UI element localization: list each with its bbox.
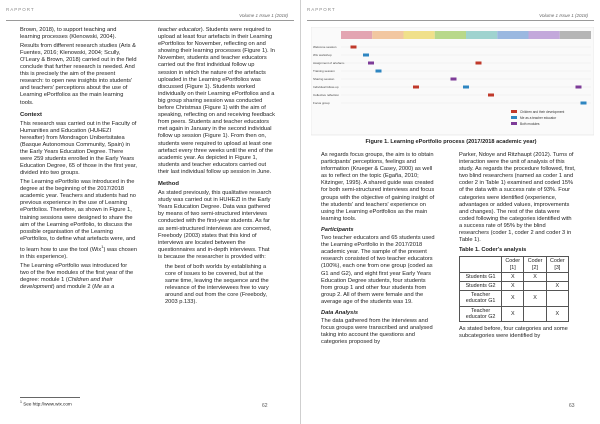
paragraph (20, 263, 137, 291)
section-heading-method: Method (158, 180, 179, 187)
table-cell: X (502, 272, 524, 281)
table-header-cell: Coder [2] (524, 257, 546, 272)
row-header: Students G1 (460, 272, 502, 281)
legend-label: Both modules (520, 122, 540, 126)
paragraph: Parker, Ndoye and Ritzhaupt (2012). Turns of interaction were the unit of analysis of this study. As regards the procedure followed, first, two blind researchers (named as coder 1 and coder 2 in Table 1) examined and coded 15% of the data with a success rate of 93%. Four categories were identified (experience, advantages or added values, improvements and changes). The rest of the data were coded following the categories identified with a success rate of 95% by the blind researchers (coder 1, coder 2 and coder 3 in Table 1). (459, 152, 576, 244)
paragraph (158, 27, 275, 176)
footnote-ref[interactable]: 1 (101, 243, 104, 249)
month-segment (466, 31, 497, 39)
paragraph: The data gathered from the interviews and focus groups were transcribed and analysed taking into account the questions and categories proposed by (321, 318, 433, 346)
legend-label: Me as a teacher educator (520, 116, 557, 120)
paragraph (20, 179, 137, 261)
table-cell (546, 272, 568, 281)
timeline-marker (351, 46, 357, 49)
legend-swatch (511, 116, 517, 119)
month-strip (341, 31, 591, 39)
table-header-cell (460, 257, 502, 272)
volume-label: Volume 1 Issue 1 (2018) (539, 13, 588, 18)
text-run: ) and module 2 ( (52, 283, 94, 290)
header-rule (6, 20, 294, 21)
paragraph: As stated before, four categories and some subcategories were identified by (459, 325, 568, 340)
paragraph: As regards focus groups, the aim is to obtain participants' perceptions, feelings and information (Krueger & Casey, 2000) as well as to reflect on the topic (Egaña, 2010; Kitzinger, 1995). A shared guide was created for both semi-structured interviews and focus groups with the objective of gaining insight of the students' and teachers' experience on using the Learning ePortfolios as the main learning tools. (321, 152, 435, 222)
row-header: Teacher educator G2 (460, 306, 502, 321)
table-cell: X (546, 306, 568, 321)
table-header-cell: Coder [1] (502, 257, 524, 272)
row-label: Collective reflection (313, 93, 340, 97)
text-run: The Learning ePortfolio was introduced for two of the five modules of the first year of the degree: module 1 ( (20, 262, 134, 283)
table-cell: X (502, 291, 524, 306)
row-label: Assignment of artefacts (313, 61, 345, 65)
table-row (460, 306, 569, 321)
section-heading-data-analysis: Data Analysis (321, 309, 359, 316)
month-segment (497, 31, 528, 39)
text-run: ) was chosen in this experience). (20, 246, 137, 260)
table-cell (524, 281, 546, 290)
page-number: 63 (569, 403, 575, 409)
section-heading-participants: Participants (321, 226, 354, 233)
footnote: $^1$ See http://www.wix.com (20, 400, 72, 407)
left-column-1 (20, 27, 137, 293)
figure-caption: Figure 1. Learning ePortfolio process (2017/2018 academic year) (365, 139, 537, 145)
timeline-marker (463, 86, 469, 89)
timeline-marker (581, 102, 587, 105)
footnote-link[interactable]: See http://www.wix.com (23, 401, 72, 407)
table-cell: X (502, 281, 524, 290)
table-row (460, 272, 569, 281)
page-number: 62 (262, 403, 268, 409)
paragraph: Results from different research studies (Aris & Fuentes, 2016; Klenowski, 2004; Scully, O'Leary & Brown, 2018) carried out in the field conclude that further research is needed. And this is precisely the aim of the present research: to open new insights into students' and teachers' perceptions about the use of Learning ePortfolios as the main learning tools. (20, 42, 137, 106)
figure-eportfolio-timeline (311, 27, 594, 145)
right-page (300, 0, 600, 424)
row-label: Focus group (313, 101, 330, 105)
table-cell: X (546, 281, 568, 290)
row-label: Welcome session (313, 45, 337, 49)
coders-table (459, 256, 569, 322)
module-name: teacher educator (158, 27, 201, 33)
legend-label: Children and their development (520, 110, 565, 114)
text-run: ). Students were required to upload at least four artefacts in their Learning ePortfolios for November, reflecting on and showing their learning processes (Figure 1). In November, students and teacher educators carried out the first individual follow up session in which the nature of the artefacts uploaded in the Learning ePortfolios was discussed (Figure 1). Students worked individually on their Learning ePortfolios and a big group sharing session was conducted before Christmas (Figure 1) with the aim of speaking, reflecting on and receiving feedback from peers. Students and teacher educators met again in January in the second individual follow up session (Figure 1). From then on, students were required to upload at least one artefact every three weeks until the end of the academic year. As depicted in Figure 1, students and teacher educators carried out their last individual follow up session in June. (158, 27, 275, 175)
table-title: Table 1. Coder's analysis (459, 247, 527, 254)
timeline-marker (368, 62, 374, 65)
journal-brand: RAPPORT (6, 7, 35, 12)
legend-swatch (511, 110, 517, 113)
paragraph: Brown, 2018), to support teaching and learning processes (Klenowski, 2004). (20, 27, 117, 41)
table-cell (524, 306, 546, 321)
row-header: Students G2 (460, 281, 502, 290)
timeline-marker (376, 70, 382, 73)
table-row (460, 291, 569, 306)
month-segment (341, 31, 372, 39)
row-label: Training session (313, 69, 335, 73)
table-header-row (460, 257, 569, 272)
row-label: Wix workshop (313, 53, 332, 57)
table-cell: X (524, 272, 546, 281)
timeline-marker (363, 54, 369, 57)
table-row (460, 281, 569, 290)
volume-label: Volume 1 Issue 1 (2018) (239, 13, 288, 18)
month-segment (404, 31, 435, 39)
module-name: Me as a (94, 283, 115, 290)
section-heading-context: Context (20, 111, 42, 118)
row-label: Individual follow-up (313, 85, 339, 89)
journal-brand: RAPPORT (307, 7, 336, 12)
right-column-2 (459, 152, 576, 342)
right-column-1 (321, 152, 438, 348)
header-rule (307, 20, 594, 21)
table-header-cell: Coder [3] (546, 257, 568, 272)
month-segment (435, 31, 466, 39)
row-header: Teacher educator G1 (460, 291, 502, 306)
block-quote: the best of both worlds by establishing a core of issues to be covered, but at the same time, leaving the sequence and the relevance of the interviewees free to vary around and out from the core (Freebody, 2003 p.133). (165, 264, 269, 306)
timeline-marker (413, 86, 419, 89)
timeline-marker (576, 86, 582, 89)
row-label: Sharing session (313, 77, 335, 81)
page-header (307, 6, 594, 24)
month-segment (529, 31, 560, 39)
legend-swatch (511, 122, 517, 125)
table-cell (546, 291, 568, 306)
timeline-marker (476, 62, 482, 65)
module-name: Children and their development (20, 276, 113, 290)
page-header (6, 6, 294, 24)
table-cell: X (502, 306, 524, 321)
paragraph: As stated previously, this qualitative research study was carried out in HUHEZI in the Early Years Education Degree. Data was gathered by means of two semi-structured interviews conducted with the first-year students. As far as semi-structured interviews are concerned, Freebody (2003) states that this kind of interviews are located between the questionnaires and in-depth interviews. That is because the researcher is provided with: (158, 190, 272, 260)
paragraph: Two teacher educators and 65 students used the Learning ePortfolio in the 2017/2018 academic year. The sample of the present research consisted of two teacher educators (100%), each one from one group (coded as G1 and G2), and eight first year Early Years Education Degree students, four students from group 1 and other four students from group 2. All of them were female and the average age of the students was 19. (321, 235, 435, 305)
timeline-marker (488, 94, 494, 97)
month-segment (560, 31, 591, 39)
table-cell: X (524, 291, 546, 306)
paragraph: This research was carried out in the Faculty of Humanities and Education (HUHEZI hereafter) from Mondragon Unibertsitatea (Basque Autonomous Community, Spain) in the Early Years Education Degree. There were 259 students enrolled in the Early Years Education Degree, 65 of those in the first year, divided into two groups. (20, 120, 137, 177)
timeline-marker (451, 78, 457, 81)
text-run: The Learning ePortfolio was introduced in the degree at the beginning of the 2017/2018 academic year. Teachers and students had no previous experience in the use of Learning ePortfolios. Therefore, as shown in Figure 1, training sessions were designed to share the aim of the Learning ePortfolio, to discuss the possible organisation of the Learning ePortfolios, to define what artefacts were, and to learn how to use the tool (Wix (20, 179, 136, 253)
left-column-2 (158, 27, 275, 309)
footnote-rule (20, 397, 80, 398)
month-segment (372, 31, 403, 39)
